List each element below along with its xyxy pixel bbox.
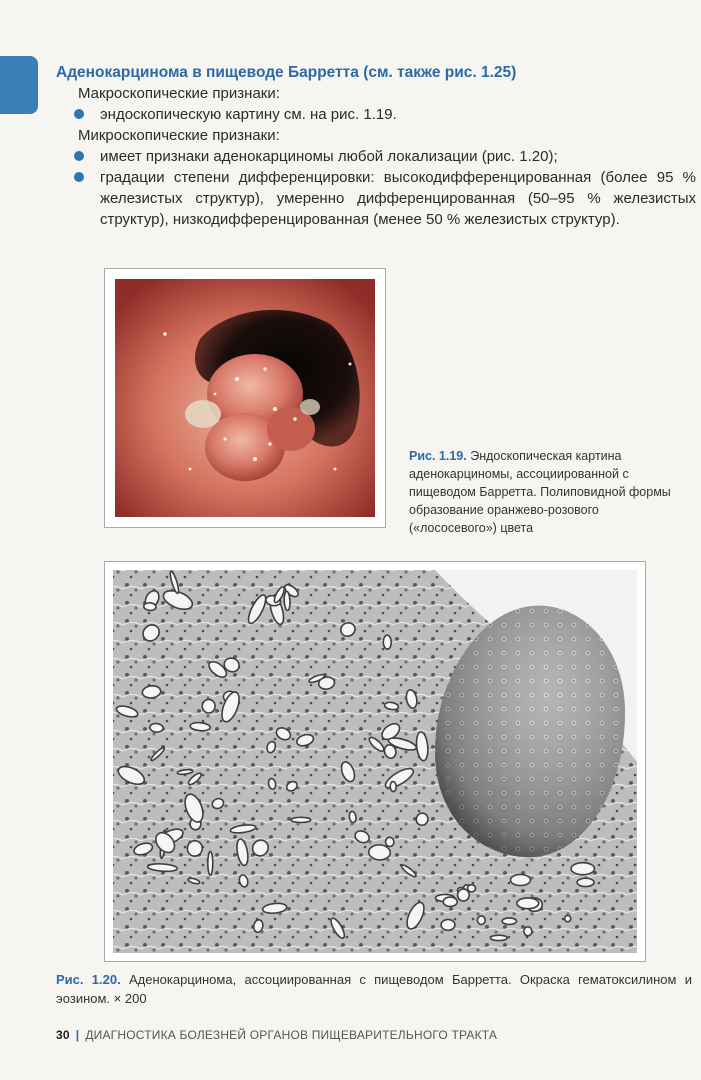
page-number: 30 [56, 1028, 70, 1042]
micro-signs-label: Микроскопические признаки: [78, 127, 280, 144]
gland-lumen [477, 916, 485, 925]
gland-lumen [517, 898, 539, 909]
gland-lumen [385, 837, 394, 847]
figure-2-label: Рис. 1.20. [56, 972, 121, 987]
macro-signs-label: Макроскопические признаки: [78, 85, 280, 102]
list-item-macro-1 [74, 104, 696, 125]
gland-lumen [443, 897, 457, 906]
gland-lumen [441, 919, 455, 930]
list-item-micro-2 [74, 167, 696, 230]
gland-lumen [502, 918, 516, 925]
figure-1-caption [409, 447, 677, 537]
gland-lumen [390, 781, 397, 791]
gland-lumen [284, 591, 291, 610]
gland-lumen [202, 699, 215, 713]
histology-image [105, 562, 645, 961]
gland-lumen [490, 935, 507, 940]
gland-lumen [565, 915, 571, 921]
figure-endoscopy [104, 268, 386, 528]
figure-1-caption-text: Эндоскопическая картина аденокарциномы, ассоциированной с пищеводом Барретта. Полиповидной формы образование оранжево-розового («лососевого») цвета [409, 449, 671, 535]
gland-lumen [208, 851, 213, 875]
gland-lumen [143, 602, 156, 611]
gland-lumen [368, 844, 390, 860]
figure-2-caption-text: Аденокарцинома, ассоциированная с пищеводом Барретта. Окраска гематоксилином и эозином. × 200 [56, 972, 692, 1006]
list-item-text: градации степени дифференцировки: высокодифференцированная (более 95 % железистых структур), умеренно дифференцированная (50–95 % железистых структур), низкодифференцированная (менее 50 % железистых структур). [100, 169, 696, 228]
bullet-icon [74, 151, 84, 161]
list-item-micro-1 [74, 146, 696, 167]
endoscopy-image [105, 269, 385, 527]
gland-lumen [291, 817, 311, 822]
list-item-text: имеет признаки аденокарциномы любой локализации (рис. 1.20); [100, 148, 558, 165]
gland-lumen [458, 889, 470, 901]
gland-lumen [524, 927, 532, 936]
page-footer [56, 1028, 696, 1042]
gland-lumen [571, 863, 594, 875]
gland-lumen [383, 635, 391, 649]
chapter-tab-marker [0, 56, 38, 114]
running-title: ДИАГНОСТИКА БОЛЕЗНЕЙ ОРГАНОВ ПИЩЕВАРИТЕЛЬНОГО ТРАКТА [85, 1028, 498, 1042]
figure-1-label: Рис. 1.19. [409, 449, 467, 463]
gland-lumen [577, 878, 594, 886]
bullet-icon [74, 172, 84, 182]
list-item-text: эндоскопическую картину см. на рис. 1.19. [100, 106, 397, 123]
footer-separator: | [75, 1028, 80, 1042]
gland-lumen [511, 875, 531, 886]
figure-histology [104, 561, 646, 962]
figure-2-caption [56, 970, 692, 1008]
section-heading: Аденокарцинома в пищеводе Барретта (см. также рис. 1.25) [56, 64, 517, 81]
bullet-icon [74, 109, 84, 119]
gland-lumen [149, 723, 163, 733]
gland-lumen [468, 885, 476, 892]
